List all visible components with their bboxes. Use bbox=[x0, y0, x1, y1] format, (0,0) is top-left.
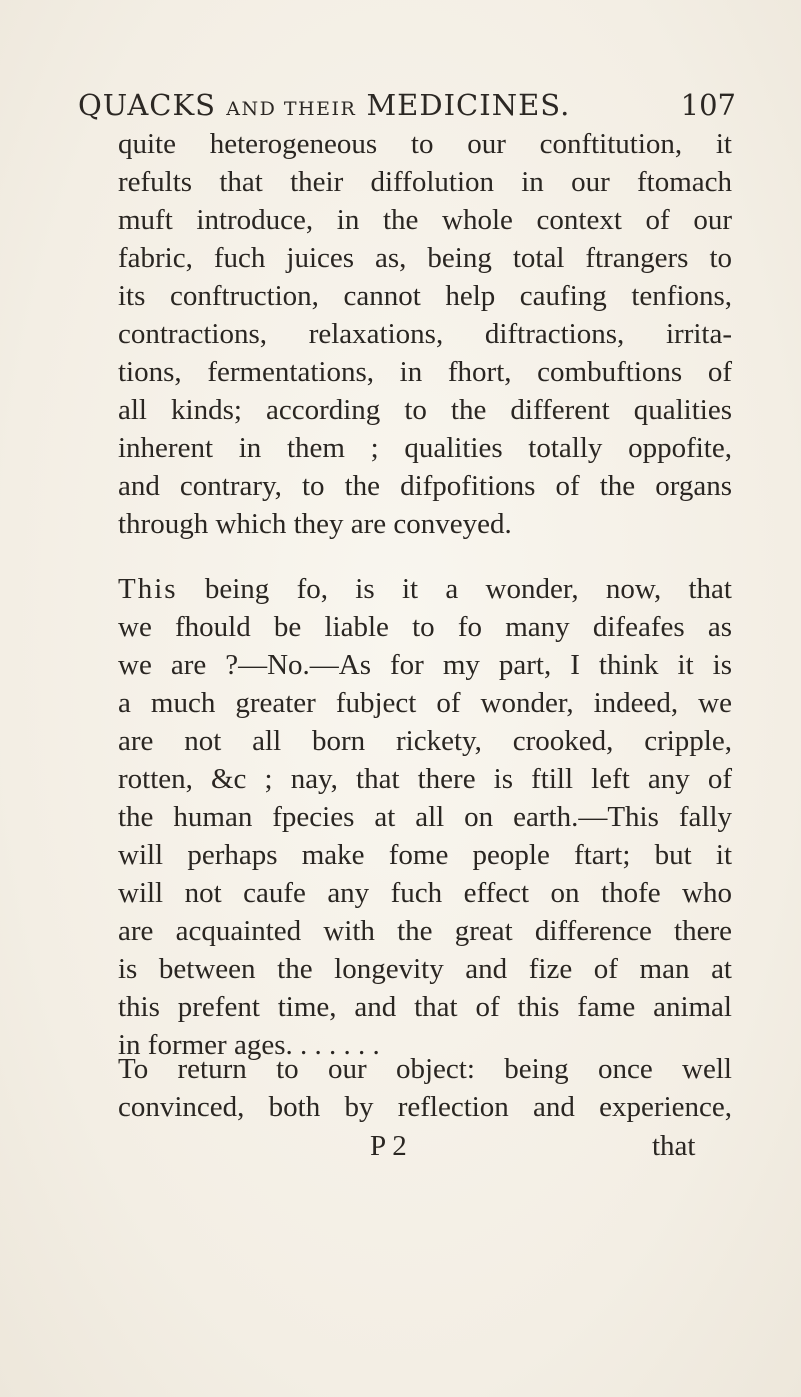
header-title-main: QUACKS bbox=[78, 88, 216, 122]
running-header bbox=[78, 88, 733, 122]
signature-mark: P 2 bbox=[370, 1130, 407, 1162]
header-title-end: MEDICINES. bbox=[366, 88, 571, 122]
paragraph-opening-word: This bbox=[118, 573, 178, 605]
text-line: rotten, &c ; nay, that there is ftill left any of bbox=[118, 763, 732, 795]
catchword: that bbox=[652, 1130, 696, 1162]
paragraph-2 bbox=[118, 570, 732, 1064]
text-line: fabric, fuch juices as, being total ftrangers to bbox=[118, 242, 732, 274]
text-line: in former ages. . . . . . . bbox=[118, 1029, 380, 1061]
text-line: contractions, relaxations, diftractions, irrita- bbox=[118, 318, 732, 350]
paragraph-1 bbox=[118, 125, 732, 543]
page-number: 107 bbox=[680, 88, 736, 122]
text-line: its conftruction, cannot help caufing tenfions, bbox=[118, 280, 732, 312]
text-line: are acquainted with the great difference there bbox=[118, 915, 732, 947]
text-line: convinced, both by reflection and experience, bbox=[118, 1091, 732, 1123]
text-line: will perhaps make fome people ftart; but it bbox=[118, 839, 732, 871]
text-line: we fhould be liable to fo many difeafes as bbox=[118, 611, 732, 643]
text-line: tions, fermentations, in fhort, combuftions of bbox=[118, 356, 732, 388]
text-line: muft introduce, in the whole context of our bbox=[118, 204, 732, 236]
text-line: we are ?—No.—As for my part, I think it is bbox=[118, 649, 732, 681]
text-line: are not all born rickety, crooked, cripple, bbox=[118, 725, 732, 757]
paragraph-3 bbox=[118, 1050, 732, 1126]
text-line: a much greater fubject of wonder, indeed, we bbox=[118, 687, 732, 719]
text-line: quite heterogeneous to our conftitution, it bbox=[118, 128, 732, 160]
text-line: is between the longevity and fize of man at bbox=[118, 953, 732, 985]
text-line-first bbox=[118, 570, 732, 608]
header-title-and: AND THEIR bbox=[226, 98, 357, 120]
text-line: this prefent time, and that of this fame animal bbox=[118, 991, 732, 1023]
text-line: To return to our object: being once well bbox=[118, 1053, 732, 1085]
text-line: the human fpecies at all on earth.—This fally bbox=[118, 801, 732, 833]
text-line-rest: being fo, is it a wonder, now, that bbox=[177, 573, 732, 605]
text-line: through which they are conveyed. bbox=[118, 508, 512, 540]
text-line: inherent in them ; qualities totally oppofite, bbox=[118, 432, 732, 464]
text-line: all kinds; according to the different qualities bbox=[118, 394, 732, 426]
text-line: refults that their diffolution in our ftomach bbox=[118, 166, 732, 198]
text-line: will not caufe any fuch effect on thofe who bbox=[118, 877, 732, 909]
page-footer bbox=[0, 1130, 801, 1170]
text-line: and contrary, to the difpofitions of the organs bbox=[118, 470, 732, 502]
